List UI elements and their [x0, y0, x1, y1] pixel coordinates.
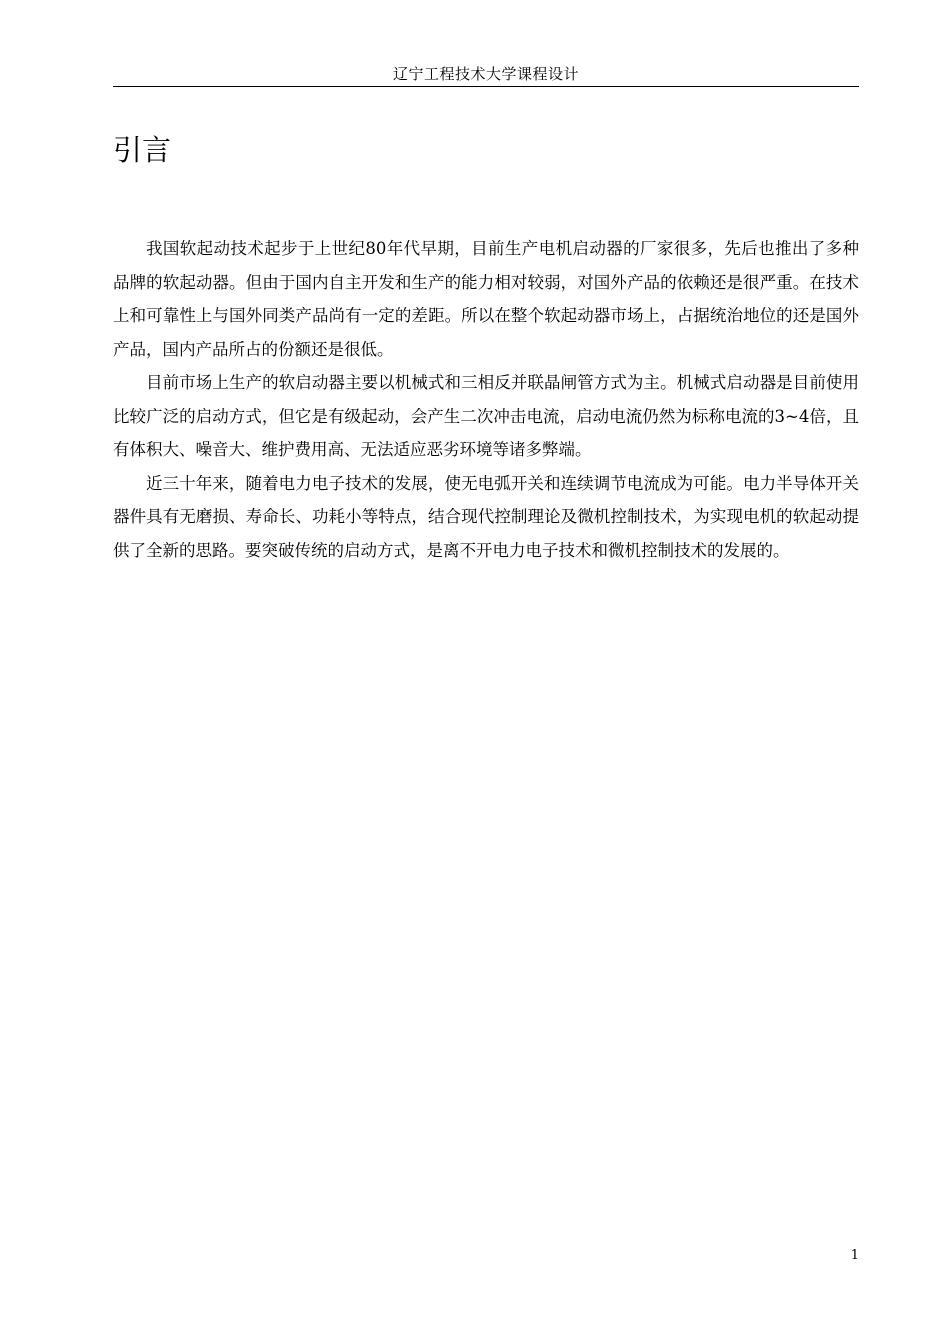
section-title: 引言 — [113, 133, 172, 167]
paragraph-2: 目前市场上生产的软启动器主要以机械式和三相反并联晶闸管方式为主。机械式启动器是目前使用比较广泛的启动方式，但它是有级起动，会产生二次冲击电流，启动电流仍然为标称电流的3~4倍，且有体积大、噪音大、维护费用高、无法适应恶劣环境等诸多弊端。 — [113, 373, 859, 459]
paragraph-3: 近三十年来，随着电力电子技术的发展，使无电弧开关和连续调节电流成为可能。电力半导体开关器件具有无磨损、寿命长、功耗小等特点，结合现代控制理论及微机控制技术，为实现电机的软起动提供了全新的思路。要突破传统的启动方式，是离不开电力电子技术和微机控制技术的发展的。 — [113, 473, 859, 560]
header-rule — [113, 86, 859, 87]
body-text — [113, 232, 859, 567]
page-number: 1 — [850, 1248, 859, 1263]
page-header: 辽宁工程技术大学课程设计 — [392, 65, 579, 83]
paragraph-1: 我国软起动技术起步于上世纪80年代早期，目前生产电机启动器的厂家很多，先后也推出了多种品牌的软起动器。但由于国内自主开发和生产的能力相对较弱，对国外产品的依赖还是很严重。在技术上和可靠性上与国外同类产品尚有一定的差距。所以在整个软起动器市场上，占据统治地位的还是国外产品，国内产品所占的份额还是很低。 — [113, 239, 859, 359]
